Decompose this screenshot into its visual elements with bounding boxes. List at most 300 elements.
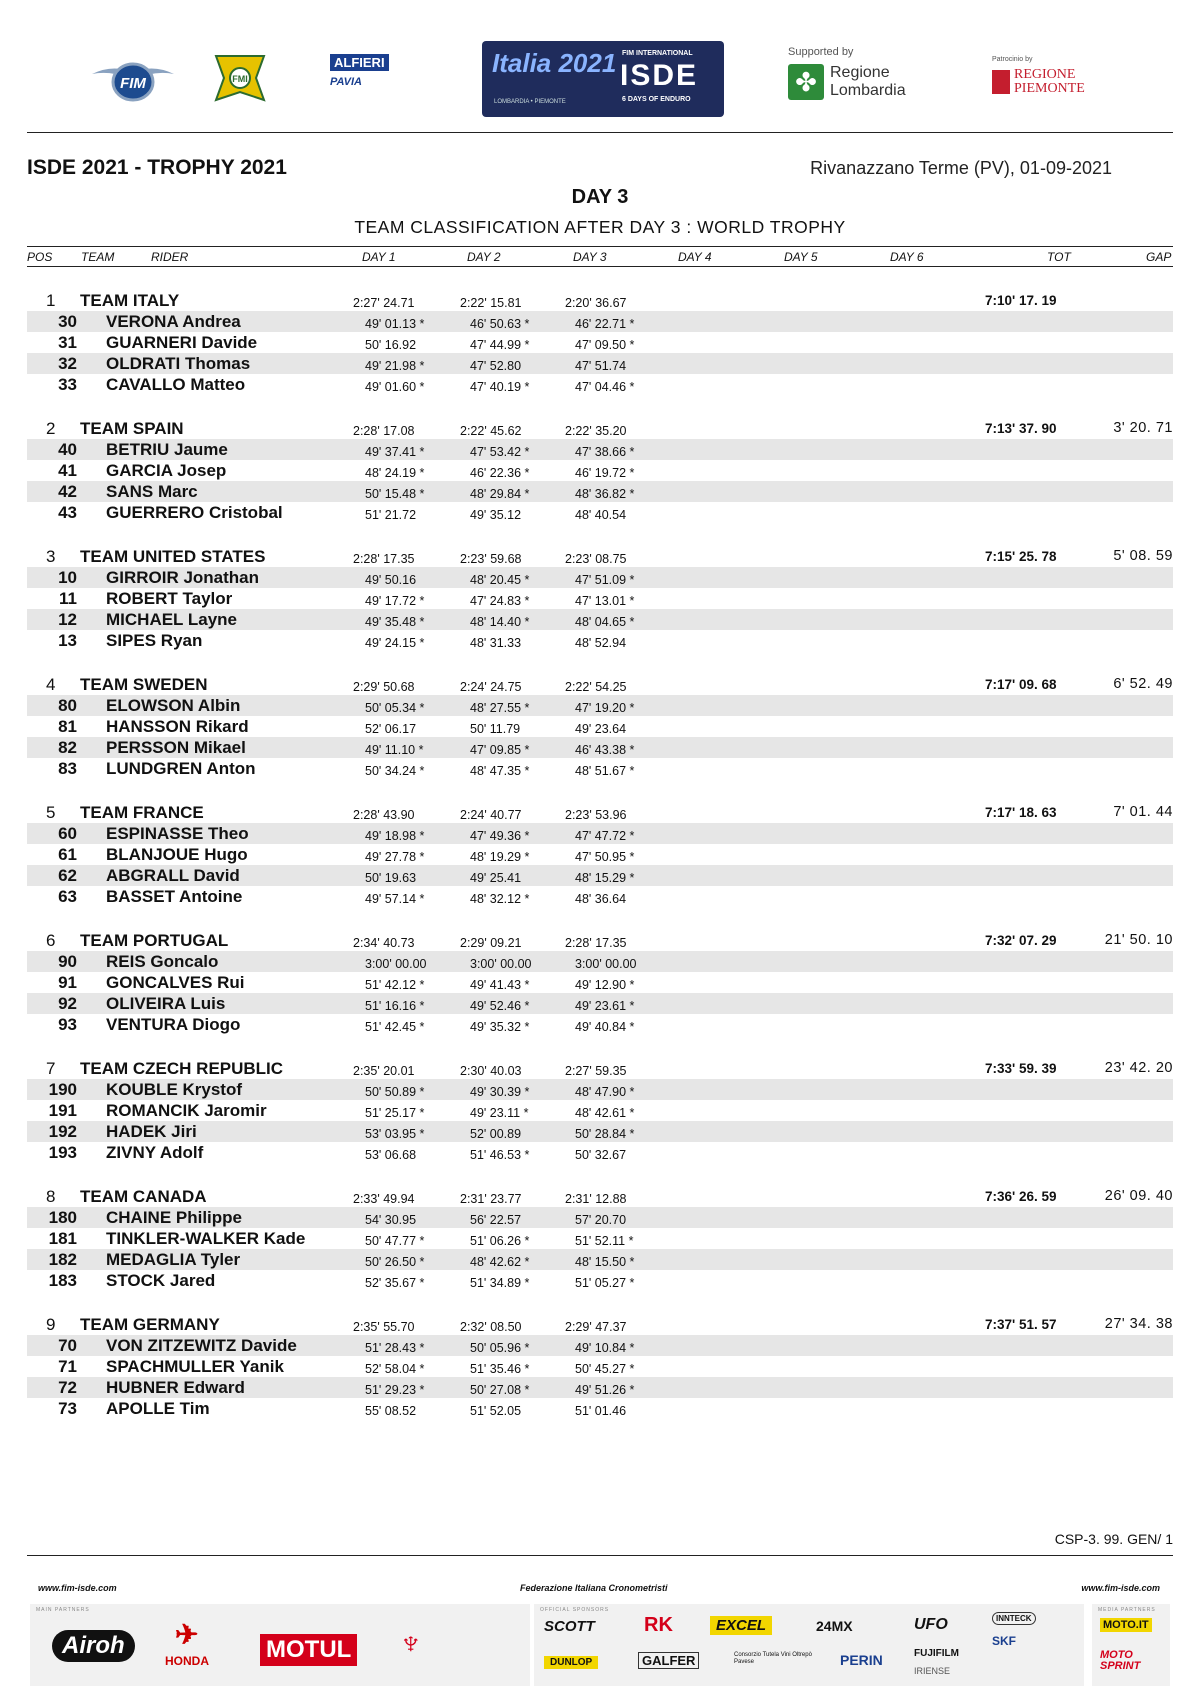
rider-number: 33 xyxy=(58,375,77,394)
rider-row xyxy=(27,716,1173,737)
rider-day2-time: 51' 34.89 * xyxy=(470,1276,530,1290)
rider-day1-time: 49' 50.16 xyxy=(365,573,417,587)
team-day1-time: 2:33' 49.94 xyxy=(353,1192,415,1206)
rider-number: 93 xyxy=(58,1015,77,1034)
rider-row xyxy=(27,1228,1173,1249)
rider-row xyxy=(27,1270,1173,1291)
team-day2-time: 2:29' 09.21 xyxy=(460,936,522,950)
team-day1-time: 2:35' 55.70 xyxy=(353,1320,415,1334)
rider-day2-time: 48' 19.29 * xyxy=(470,850,530,864)
rider-day3-time: 49' 51.26 * xyxy=(575,1383,635,1397)
team-day3-time: 2:23' 08.75 xyxy=(565,552,627,566)
rider-row xyxy=(27,332,1173,353)
rider-day2-time: 51' 06.26 * xyxy=(470,1234,530,1248)
honda-wing-icon: ✈ xyxy=(175,1619,199,1650)
website-link-left[interactable]: www.fim-isde.com xyxy=(38,1583,117,1593)
team-name: TEAM ITALY xyxy=(80,291,180,310)
rider-day2-time: 48' 29.84 * xyxy=(470,487,530,501)
rider-day2-time: 48' 31.33 xyxy=(470,636,522,650)
rider-day3-time: 47' 04.46 * xyxy=(575,380,635,394)
rider-name: VENTURA Diogo xyxy=(106,1015,241,1034)
rider-name: SPACHMULLER Yanik xyxy=(106,1357,284,1376)
rider-row xyxy=(27,1100,1173,1121)
team-name: TEAM GERMANY xyxy=(80,1315,220,1334)
team-row xyxy=(27,418,1173,439)
consorzio-logo: Consorzio Tutela Vini Oltrepò Pavese xyxy=(734,1652,812,1665)
rider-day3-time: 46' 19.72 * xyxy=(575,466,635,480)
rider-day1-time: 49' 35.48 * xyxy=(365,615,425,629)
rider-day2-time: 46' 22.36 * xyxy=(470,466,530,480)
team-day1-time: 2:28' 43.90 xyxy=(353,808,415,822)
kappa-logo-text xyxy=(440,1664,443,1665)
rider-number: 192 xyxy=(48,1122,77,1141)
rider-day1-time: 50' 50.89 * xyxy=(365,1085,425,1099)
fim-logo-text: FIM xyxy=(120,75,146,92)
team-day2-time: 2:32' 08.50 xyxy=(460,1320,522,1334)
rider-row xyxy=(27,737,1173,758)
col-day5: DAY 5 xyxy=(784,250,818,264)
team-row xyxy=(27,1186,1173,1207)
rider-number: 40 xyxy=(58,440,77,459)
rider-day2-time: 47' 40.19 * xyxy=(470,380,530,394)
team-total-time: 7:15' 25. 78 xyxy=(985,549,1057,564)
col-day4: DAY 4 xyxy=(678,250,712,264)
team-gap: 26' 09. 40 xyxy=(1104,1188,1173,1204)
team-name: TEAM PORTUGAL xyxy=(80,931,229,950)
rider-day3-time: 48' 51.67 * xyxy=(575,764,635,778)
rider-day3-time: 48' 36.82 * xyxy=(575,487,635,501)
team-block xyxy=(27,418,1173,546)
team-day1-time: 2:28' 17.35 xyxy=(353,552,415,566)
rider-number: 32 xyxy=(58,354,77,373)
team-gap: 3' 20. 71 xyxy=(1113,420,1173,436)
rider-day2-time: 47' 44.99 * xyxy=(470,338,530,352)
rider-day1-time: 53' 03.95 * xyxy=(365,1127,425,1141)
rider-day3-time: 50' 32.67 xyxy=(575,1148,627,1162)
team-day1-time: 2:29' 50.68 xyxy=(353,680,415,694)
document-code: CSP-3. 99. GEN/ 1 xyxy=(1054,1531,1173,1547)
team-position: 7 xyxy=(46,1059,56,1078)
isde-fim-text: FIM INTERNATIONAL xyxy=(622,50,693,57)
team-day3-time: 2:31' 12.88 xyxy=(565,1192,627,1206)
team-block xyxy=(27,802,1173,930)
main-partners-panel xyxy=(30,1604,530,1686)
rider-number: 62 xyxy=(58,866,77,885)
rider-day1-time: 52' 35.67 * xyxy=(365,1276,425,1290)
rider-row xyxy=(27,695,1173,716)
team-row xyxy=(27,930,1173,951)
column-header-divider xyxy=(27,266,1173,267)
rider-day3-time: 49' 40.84 * xyxy=(575,1020,635,1034)
isde-main-text: ISDE xyxy=(620,59,699,92)
rider-day3-time: 48' 42.61 * xyxy=(575,1106,635,1120)
moto-sprint-logo: MOTO SPRINT xyxy=(1100,1649,1141,1672)
rider-number: 60 xyxy=(58,824,77,843)
innteck-logo: INNTECK xyxy=(992,1612,1036,1625)
rider-day2-time: 49' 41.43 * xyxy=(470,978,530,992)
team-day3-time: 2:23' 53.96 xyxy=(565,808,627,822)
alfieri-logo xyxy=(330,54,422,102)
rider-number: 92 xyxy=(58,994,77,1013)
footer-divider xyxy=(27,1555,1173,1556)
team-row xyxy=(27,1314,1173,1335)
rider-name: STOCK Jared xyxy=(106,1271,216,1290)
header-logos xyxy=(0,36,1200,126)
rider-number: 183 xyxy=(48,1271,77,1290)
rider-name: BLANJOUE Hugo xyxy=(106,845,248,864)
rider-row xyxy=(27,1398,1173,1419)
rider-day1-time: 50' 15.48 * xyxy=(365,487,425,501)
rider-day1-time: 50' 16.92 xyxy=(365,338,417,352)
rider-number: 72 xyxy=(58,1378,77,1397)
rider-row xyxy=(27,353,1173,374)
excel-logo: EXCEL xyxy=(710,1616,772,1635)
rider-day1-time: 49' 17.72 * xyxy=(365,594,425,608)
rider-day1-time: 54' 30.95 xyxy=(365,1213,417,1227)
rider-day2-time: 47' 53.42 * xyxy=(470,445,530,459)
rider-number: 13 xyxy=(58,631,77,650)
team-day2-time: 2:31' 23.77 xyxy=(460,1192,522,1206)
classification-title: TEAM CLASSIFICATION AFTER DAY 3 : WORLD TROPHY xyxy=(354,217,846,237)
rider-name: MEDAGLIA Tyler xyxy=(106,1250,241,1269)
rider-day3-time: 48' 15.50 * xyxy=(575,1255,635,1269)
rider-day2-time: 47' 09.85 * xyxy=(470,743,530,757)
rider-day2-time: 49' 25.41 xyxy=(470,871,522,885)
rider-number: 81 xyxy=(58,717,77,736)
team-day1-time: 2:35' 20.01 xyxy=(353,1064,415,1078)
team-day3-time: 2:20' 36.67 xyxy=(565,296,627,310)
team-total-time: 7:33' 59. 39 xyxy=(985,1061,1057,1076)
fujifilm-logo: FUJIFILM xyxy=(914,1648,959,1659)
day-title: DAY 3 xyxy=(571,186,629,208)
rider-day2-time: 47' 24.83 * xyxy=(470,594,530,608)
col-pos: POS xyxy=(27,250,53,264)
skf-logo: SKF xyxy=(992,1634,1016,1648)
rider-row xyxy=(27,460,1173,481)
team-day3-time: 2:22' 54.25 xyxy=(565,680,627,694)
results-table xyxy=(27,290,1173,1442)
rider-name: ZIVNY Adolf xyxy=(106,1143,204,1162)
rider-day2-time: 51' 52.05 xyxy=(470,1404,522,1418)
scott-logo: SCOTT xyxy=(544,1618,595,1635)
rider-number: 82 xyxy=(58,738,77,757)
team-day2-time: 2:30' 40.03 xyxy=(460,1064,522,1078)
rider-day3-time: 46' 43.38 * xyxy=(575,743,635,757)
rider-number: 41 xyxy=(58,461,77,480)
team-total-time: 7:32' 07. 29 xyxy=(985,933,1057,948)
team-position: 9 xyxy=(46,1315,56,1334)
rider-name: VON ZITZEWITZ Davide xyxy=(106,1336,297,1355)
rider-row xyxy=(27,1121,1173,1142)
motul-logo: MOTUL xyxy=(260,1634,357,1666)
event-title: ISDE 2021 - TROPHY 2021 xyxy=(27,156,287,179)
rider-day2-time: 56' 22.57 xyxy=(470,1213,522,1227)
official-sponsors-caption: OFFICIAL SPONSORS xyxy=(540,1607,610,1613)
isde-region-text: LOMBARDIA • PIEMONTE xyxy=(494,99,566,105)
rider-day2-time: 46' 50.63 * xyxy=(470,317,530,331)
rider-number: 190 xyxy=(48,1080,77,1099)
rider-row xyxy=(27,1356,1173,1377)
iriense-logo: IRIENSE xyxy=(914,1666,951,1676)
rider-name: ROMANCIK Jaromir xyxy=(106,1101,267,1120)
col-day1: DAY 1 xyxy=(362,250,396,264)
rider-row xyxy=(27,1014,1173,1035)
rider-day1-time: 49' 27.78 * xyxy=(365,850,425,864)
rider-day2-time: 48' 20.45 * xyxy=(470,573,530,587)
team-position: 5 xyxy=(46,803,56,822)
galfer-logo: GALFER xyxy=(638,1652,699,1669)
rider-day2-time: 47' 49.36 * xyxy=(470,829,530,843)
rider-day2-time: 48' 47.35 * xyxy=(470,764,530,778)
rider-day3-time: 47' 19.20 * xyxy=(575,701,635,715)
rider-name: TINKLER-WALKER Kade xyxy=(106,1229,306,1248)
rider-name: CHAINE Philippe xyxy=(106,1208,243,1227)
team-gap: 23' 42. 20 xyxy=(1104,1060,1173,1076)
rider-number: 71 xyxy=(58,1357,77,1376)
team-day2-time: 2:23' 59.68 xyxy=(460,552,522,566)
team-position: 8 xyxy=(46,1187,56,1206)
team-gap: 27' 34. 38 xyxy=(1104,1316,1173,1332)
rider-day1-time: 50' 47.77 * xyxy=(365,1234,425,1248)
rider-day3-time: 47' 38.66 * xyxy=(575,445,635,459)
rider-day1-time: 49' 37.41 * xyxy=(365,445,425,459)
rider-row xyxy=(27,972,1173,993)
rider-number: 80 xyxy=(58,696,77,715)
rider-day1-time: 50' 34.24 * xyxy=(365,764,425,778)
rider-name: GUERRERO Cristobal xyxy=(106,503,283,522)
rider-day2-time: 51' 46.53 * xyxy=(470,1148,530,1162)
rider-number: 193 xyxy=(48,1143,77,1162)
team-gap: 21' 50. 10 xyxy=(1104,932,1173,948)
rider-day3-time: 49' 23.64 xyxy=(575,722,627,736)
team-day2-time: 2:24' 24.75 xyxy=(460,680,522,694)
website-link-right[interactable]: www.fim-isde.com xyxy=(1081,1583,1160,1593)
rider-row xyxy=(27,1142,1173,1163)
lombardia-cross-icon: ✤ xyxy=(788,64,824,100)
rider-day1-time: 48' 24.19 * xyxy=(365,466,425,480)
rider-number: 30 xyxy=(58,312,77,331)
team-block xyxy=(27,930,1173,1058)
dunlop-logo: DUNLOP xyxy=(544,1656,598,1669)
rider-number: 12 xyxy=(58,610,77,629)
rider-day3-time: 51' 01.46 xyxy=(575,1404,627,1418)
rider-day3-time: 46' 22.71 * xyxy=(575,317,635,331)
rider-day1-time: 49' 01.60 * xyxy=(365,380,425,394)
rider-row xyxy=(27,374,1173,395)
rider-day3-time: 48' 52.94 xyxy=(575,636,627,650)
team-position: 6 xyxy=(46,931,56,950)
team-total-time: 7:13' 37. 90 xyxy=(985,421,1057,436)
rider-day1-time: 51' 29.23 * xyxy=(365,1383,425,1397)
team-day2-time: 2:22' 15.81 xyxy=(460,296,522,310)
rider-day2-time: 49' 35.12 xyxy=(470,508,522,522)
rider-day3-time: 51' 52.11 * xyxy=(575,1234,634,1248)
rider-row xyxy=(27,823,1173,844)
place-date: Rivanazzano Terme (PV), 01-09-2021 xyxy=(810,158,1112,178)
rider-day3-time: 48' 47.90 * xyxy=(575,1085,635,1099)
rider-day2-time: 49' 52.46 * xyxy=(470,999,530,1013)
rider-row xyxy=(27,567,1173,588)
rider-day3-time: 48' 15.29 * xyxy=(575,871,635,885)
rider-day3-time: 47' 50.95 * xyxy=(575,850,635,864)
federation-label: Federazione Italiana Cronometristi xyxy=(520,1583,668,1593)
rider-row xyxy=(27,630,1173,651)
rider-day3-time: 50' 45.27 * xyxy=(575,1362,635,1376)
rider-day3-time: 47' 47.72 * xyxy=(575,829,635,843)
rider-row xyxy=(27,1207,1173,1228)
team-block xyxy=(27,674,1173,802)
rider-name: LUNDGREN Anton xyxy=(106,759,256,778)
team-row xyxy=(27,802,1173,823)
rider-row xyxy=(27,1079,1173,1100)
lombardia-name: Regione Lombardia xyxy=(830,64,906,99)
rider-name: GARCIA Josep xyxy=(106,461,227,480)
header-divider xyxy=(27,132,1173,133)
rider-day3-time: 49' 23.61 * xyxy=(575,999,635,1013)
isde-2021-logo xyxy=(482,41,724,117)
team-position: 4 xyxy=(46,675,56,694)
team-day3-time: 2:22' 35.20 xyxy=(565,424,627,438)
rider-number: 61 xyxy=(58,845,77,864)
rider-day1-time: 49' 01.13 * xyxy=(365,317,425,331)
rider-number: 42 xyxy=(58,482,77,501)
rider-day3-time: 49' 10.84 * xyxy=(575,1341,635,1355)
rider-day3-time: 50' 28.84 * xyxy=(575,1127,635,1141)
rider-day1-time: 52' 06.17 xyxy=(365,722,417,736)
rider-day2-time: 3:00' 00.00 xyxy=(470,957,532,971)
rider-name: SIPES Ryan xyxy=(106,631,203,650)
rider-day3-time: 3:00' 00.00 xyxy=(575,957,637,971)
fmi-logo-text: FMI xyxy=(232,74,248,84)
col-rider: RIDER xyxy=(151,250,189,264)
rider-name: ABGRALL David xyxy=(106,866,240,885)
team-total-time: 7:10' 17. 19 xyxy=(985,293,1057,308)
team-gap: 7' 01. 44 xyxy=(1113,804,1173,820)
rider-day2-time: 48' 32.12 * xyxy=(470,892,530,906)
rider-day1-time: 51' 16.16 * xyxy=(365,999,425,1013)
rider-day1-time: 50' 19.63 xyxy=(365,871,417,885)
team-day3-time: 2:27' 59.35 xyxy=(565,1064,627,1078)
rider-day1-time: 49' 11.10 * xyxy=(365,743,424,757)
rider-name: BASSET Antoine xyxy=(106,887,243,906)
team-row xyxy=(27,546,1173,567)
rider-name: MICHAEL Layne xyxy=(106,610,237,629)
rider-day1-time: 51' 42.12 * xyxy=(365,978,425,992)
team-total-time: 7:17' 09. 68 xyxy=(985,677,1057,692)
team-row xyxy=(27,290,1173,311)
team-total-time: 7:17' 18. 63 xyxy=(985,805,1057,820)
team-block xyxy=(27,546,1173,674)
rider-day1-time: 50' 26.50 * xyxy=(365,1255,425,1269)
team-day3-time: 2:28' 17.35 xyxy=(565,936,627,950)
rider-day1-time: 51' 25.17 * xyxy=(365,1106,425,1120)
col-day6: DAY 6 xyxy=(890,250,924,264)
honda-logo: HONDA xyxy=(165,1654,209,1668)
team-day1-time: 2:34' 40.73 xyxy=(353,936,415,950)
rider-row xyxy=(27,1335,1173,1356)
team-name: TEAM CANADA xyxy=(80,1187,207,1206)
rider-day1-time: 51' 28.43 * xyxy=(365,1341,425,1355)
rider-day2-time: 48' 27.55 * xyxy=(470,701,530,715)
rider-row xyxy=(27,993,1173,1014)
team-name: TEAM FRANCE xyxy=(80,803,204,822)
team-block xyxy=(27,1314,1173,1442)
moto-it-logo: MOTO.IT xyxy=(1100,1618,1152,1632)
rider-row xyxy=(27,865,1173,886)
rider-row xyxy=(27,609,1173,630)
24mx-logo: 24MX xyxy=(816,1618,853,1634)
rider-number: 73 xyxy=(58,1399,77,1418)
rider-name: KOUBLE Krystof xyxy=(106,1080,243,1099)
rider-name: ELOWSON Albin xyxy=(106,696,241,715)
team-block xyxy=(27,1058,1173,1186)
rider-day1-time: 3:00' 00.00 xyxy=(365,957,427,971)
rider-number: 31 xyxy=(58,333,77,352)
rider-day3-time: 57' 20.70 xyxy=(575,1213,627,1227)
rider-name: OLIVEIRA Luis xyxy=(106,994,226,1013)
column-header xyxy=(0,250,1200,266)
rider-row xyxy=(27,439,1173,460)
team-gap: 5' 08. 59 xyxy=(1113,548,1173,564)
official-sponsors-panel xyxy=(534,1604,1084,1686)
team-name: TEAM UNITED STATES xyxy=(80,547,266,566)
rider-name: GONCALVES Rui xyxy=(106,973,245,992)
rider-day1-time: 49' 24.15 * xyxy=(365,636,425,650)
rider-day2-time: 50' 11.79 xyxy=(470,722,521,736)
fim-logo xyxy=(92,60,174,102)
rider-number: 181 xyxy=(48,1229,77,1248)
rider-day1-time: 53' 06.68 xyxy=(365,1148,417,1162)
col-day2: DAY 2 xyxy=(467,250,501,264)
rk-logo: RK xyxy=(644,1614,673,1636)
team-name: TEAM SPAIN xyxy=(80,419,184,438)
main-partners-caption: MAIN PARTNERS xyxy=(36,1607,90,1613)
rider-day3-time: 49' 12.90 * xyxy=(575,978,635,992)
rider-day2-time: 50' 27.08 * xyxy=(470,1383,530,1397)
rider-day2-time: 48' 42.62 * xyxy=(470,1255,530,1269)
rider-name: ESPINASSE Theo xyxy=(106,824,249,843)
rider-day3-time: 47' 13.01 * xyxy=(575,594,635,608)
fmi-logo xyxy=(210,52,270,104)
media-partners-caption: MEDIA PARTNERS xyxy=(1098,1607,1156,1613)
piemonte-flag-icon xyxy=(992,70,1010,94)
rider-row xyxy=(27,758,1173,779)
rider-number: 43 xyxy=(58,503,77,522)
isde-italia-text: Italia 2021 xyxy=(492,48,617,78)
supported-by-label: Supported by xyxy=(788,46,854,58)
rider-day3-time: 47' 51.74 xyxy=(575,359,627,373)
rider-number: 91 xyxy=(58,973,77,992)
rider-number: 180 xyxy=(48,1208,77,1227)
rider-day3-time: 47' 51.09 * xyxy=(575,573,635,587)
col-gap: GAP xyxy=(1146,250,1172,264)
rider-number: 90 xyxy=(58,952,77,971)
rider-day3-time: 48' 04.65 * xyxy=(575,615,635,629)
rider-number: 63 xyxy=(58,887,77,906)
rider-name: GIRROIR Jonathan xyxy=(106,568,260,587)
team-position: 2 xyxy=(46,419,56,438)
rider-row xyxy=(27,311,1173,332)
rider-number: 10 xyxy=(58,568,77,587)
team-block xyxy=(27,290,1173,418)
rider-day3-time: 47' 09.50 * xyxy=(575,338,635,352)
rider-day1-time: 52' 58.04 * xyxy=(365,1362,425,1376)
rider-name: HANSSON Rikard xyxy=(106,717,249,736)
rider-day1-time: 51' 42.45 * xyxy=(365,1020,425,1034)
team-name: TEAM CZECH REPUBLIC xyxy=(80,1059,284,1078)
rider-number: 70 xyxy=(58,1336,77,1355)
team-gap: 6' 52. 49 xyxy=(1113,676,1173,692)
